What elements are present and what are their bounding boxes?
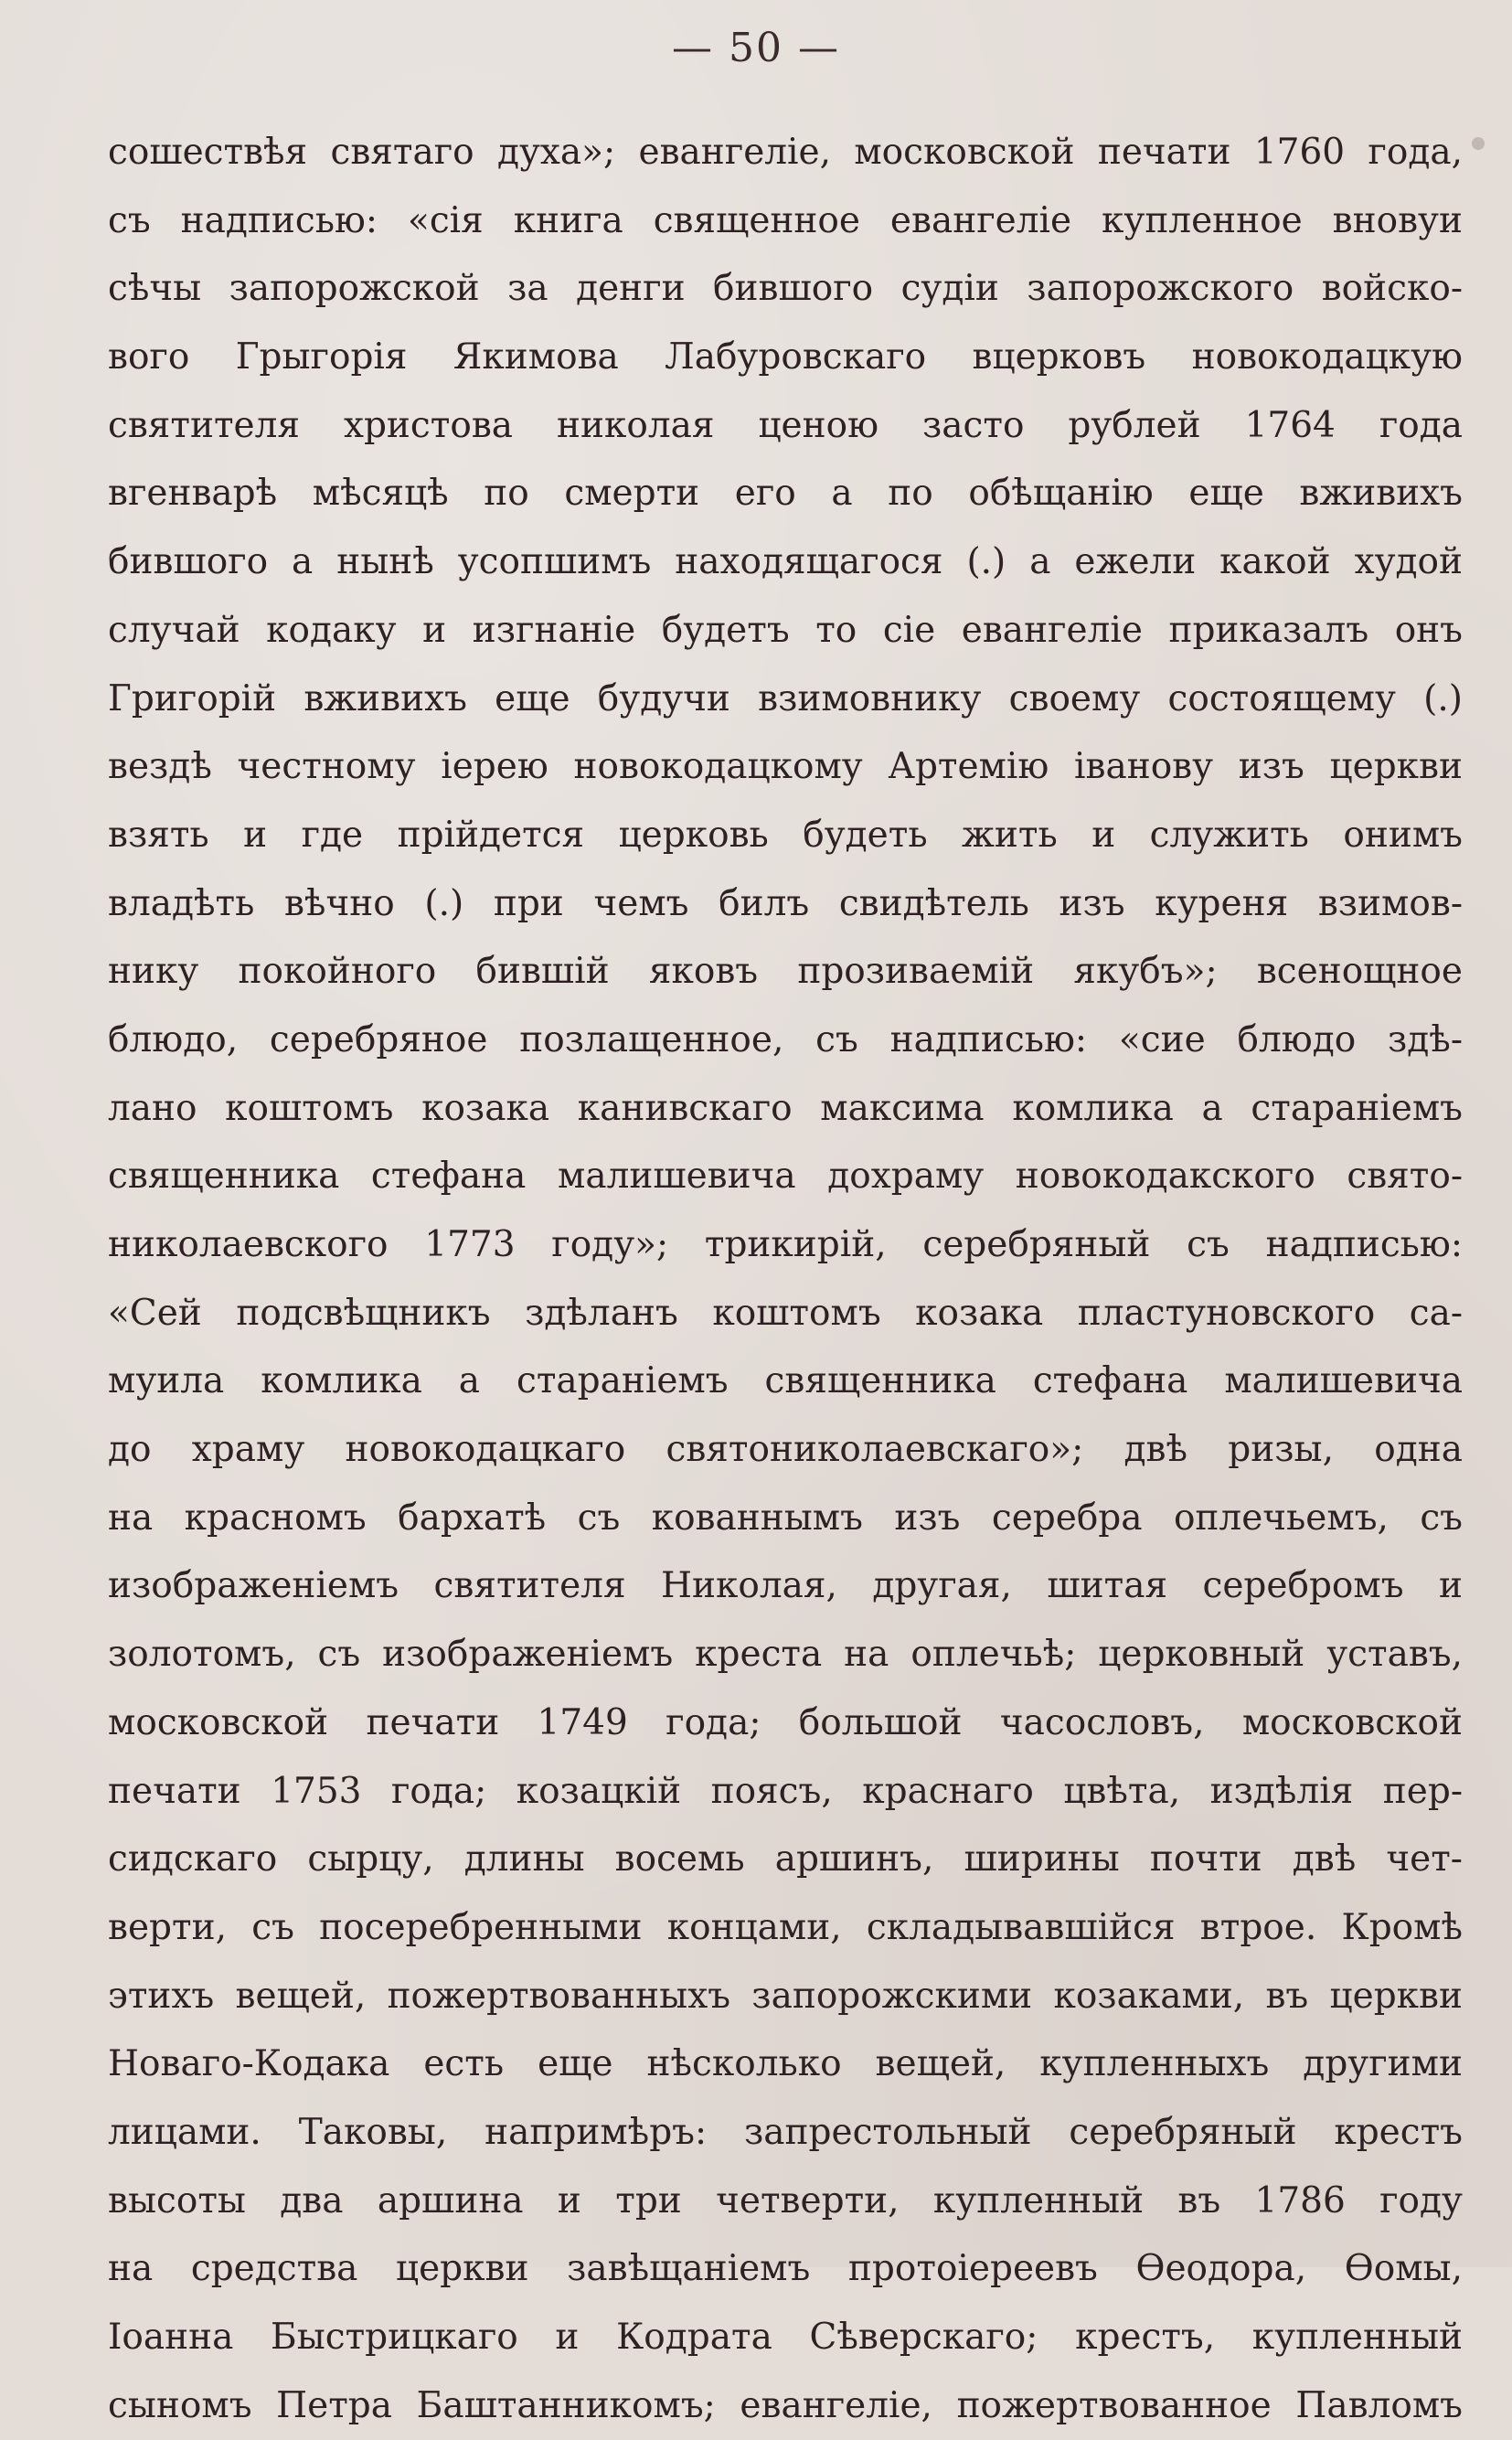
text-line: вого Грыгорія Якимова Лабуровскаго вцерковъ новокодацкую: [108, 336, 1463, 378]
text-line: «Сей подсвѣщникъ здѣланъ коштомъ козака пластуновского са-: [108, 1292, 1463, 1334]
text-line: вгенварѣ мѣсяцѣ по смерти его а по обѣщанію еще вживихъ: [108, 473, 1463, 515]
text-line: высоты два аршина и три четверти, купленный въ 1786 году: [108, 2179, 1463, 2222]
text-line: сѣчы запорожской за денги бившого судіи запорожского войско-: [108, 268, 1463, 310]
text-line: сошествѣя святаго духа»; евангеліе, московской печати 1760 года,: [108, 132, 1463, 173]
ink-smudge: [1472, 137, 1485, 150]
text-line: съ надписью: «сія книга священное евангеліе купленное вновуи: [108, 199, 1463, 241]
text-line: вездѣ честному іерею новокодацкому Артемію іванову изъ церкви: [108, 746, 1463, 788]
text-line: этихъ вещей, пожертвованныхъ запорожскими козаками, въ церкви: [108, 1975, 1463, 2017]
text-line: случай кодаку и изгнаніе будетъ то сіе евангеліе приказалъ онъ: [108, 609, 1463, 651]
text-line: печати 1753 года; козацкій поясъ, краснаго цвѣта, издѣлія пер-: [108, 1770, 1463, 1812]
text-line: до храму новокодацкаго святониколаевскаго»; двѣ ризы, одна: [108, 1429, 1463, 1471]
text-line: Григорій вживихъ еще будучи взимовнику своему состоящему (.): [108, 677, 1463, 719]
text-line: изображеніемъ святителя Николая, другая, шитая серебромъ и: [108, 1565, 1463, 1607]
text-line: блюдо, серебряное позлащенное, съ надписью: «сие блюдо здѣ-: [108, 1018, 1463, 1060]
text-line: Іоанна Быстрицкаго и Кодрата Сѣверскаго; крестъ, купленный: [108, 2317, 1463, 2358]
text-line: лано коштомъ козака канивскаго максима комлика а стараніемъ: [108, 1087, 1463, 1129]
text-line: на средства церкви завѣщаніемъ протоіереевъ Өеодора, Өомы,: [108, 2248, 1463, 2290]
body-text: [108, 119, 1463, 2440]
text-line: сидскаго сырцу, длины восемь аршинъ, ширины почти двѣ чет-: [108, 1838, 1463, 1881]
text-line: взять и где прійдется церковь будеть жить и служить онимъ: [108, 814, 1463, 856]
text-line: золотомъ, съ изображеніемъ креста на оплечьѣ; церковный уставъ,: [108, 1634, 1463, 1676]
text-line: николаевского 1773 году»; трикирій, серебряный съ надписью:: [108, 1224, 1463, 1265]
text-line: московской печати 1749 года; большой часословъ, московской: [108, 1701, 1463, 1743]
text-line: лицами. Таковы, напримѣръ: запрестольный серебряный крестъ: [108, 2111, 1463, 2153]
text-line: сыномъ Петра Баштанникомъ; евангеліе, пожертвованное Павломъ: [108, 2384, 1463, 2426]
text-line: Новаго-Кодака есть еще нѣсколько вещей, купленныхъ другими: [108, 2043, 1463, 2085]
text-line: священника стефана малишевича дохраму новокодакского свято-: [108, 1156, 1463, 1198]
text-line: верти, съ посеребренными концами, складывавшійся втрое. Кромѣ: [108, 1906, 1463, 1948]
text-line: владѣть вѣчно (.) при чемъ билъ свидѣтель изъ куреня взимов-: [108, 882, 1463, 924]
text-line: муила комлика а стараніемъ священника стефана малишевича: [108, 1360, 1463, 1402]
text-line: нику покойного бившій яковъ прозиваемій якубъ»; всенощное: [108, 951, 1463, 993]
text-line: бившого а нынѣ усопшимъ находящагося (.) а ежели какой худой: [108, 541, 1463, 583]
page-number: — 50 —: [672, 25, 840, 71]
text-line: святителя христова николая ценою засто рублей 1764 года: [108, 404, 1463, 446]
text-line: на красномъ бархатѣ съ кованнымъ изъ серебра оплечьемъ, съ: [108, 1497, 1463, 1539]
